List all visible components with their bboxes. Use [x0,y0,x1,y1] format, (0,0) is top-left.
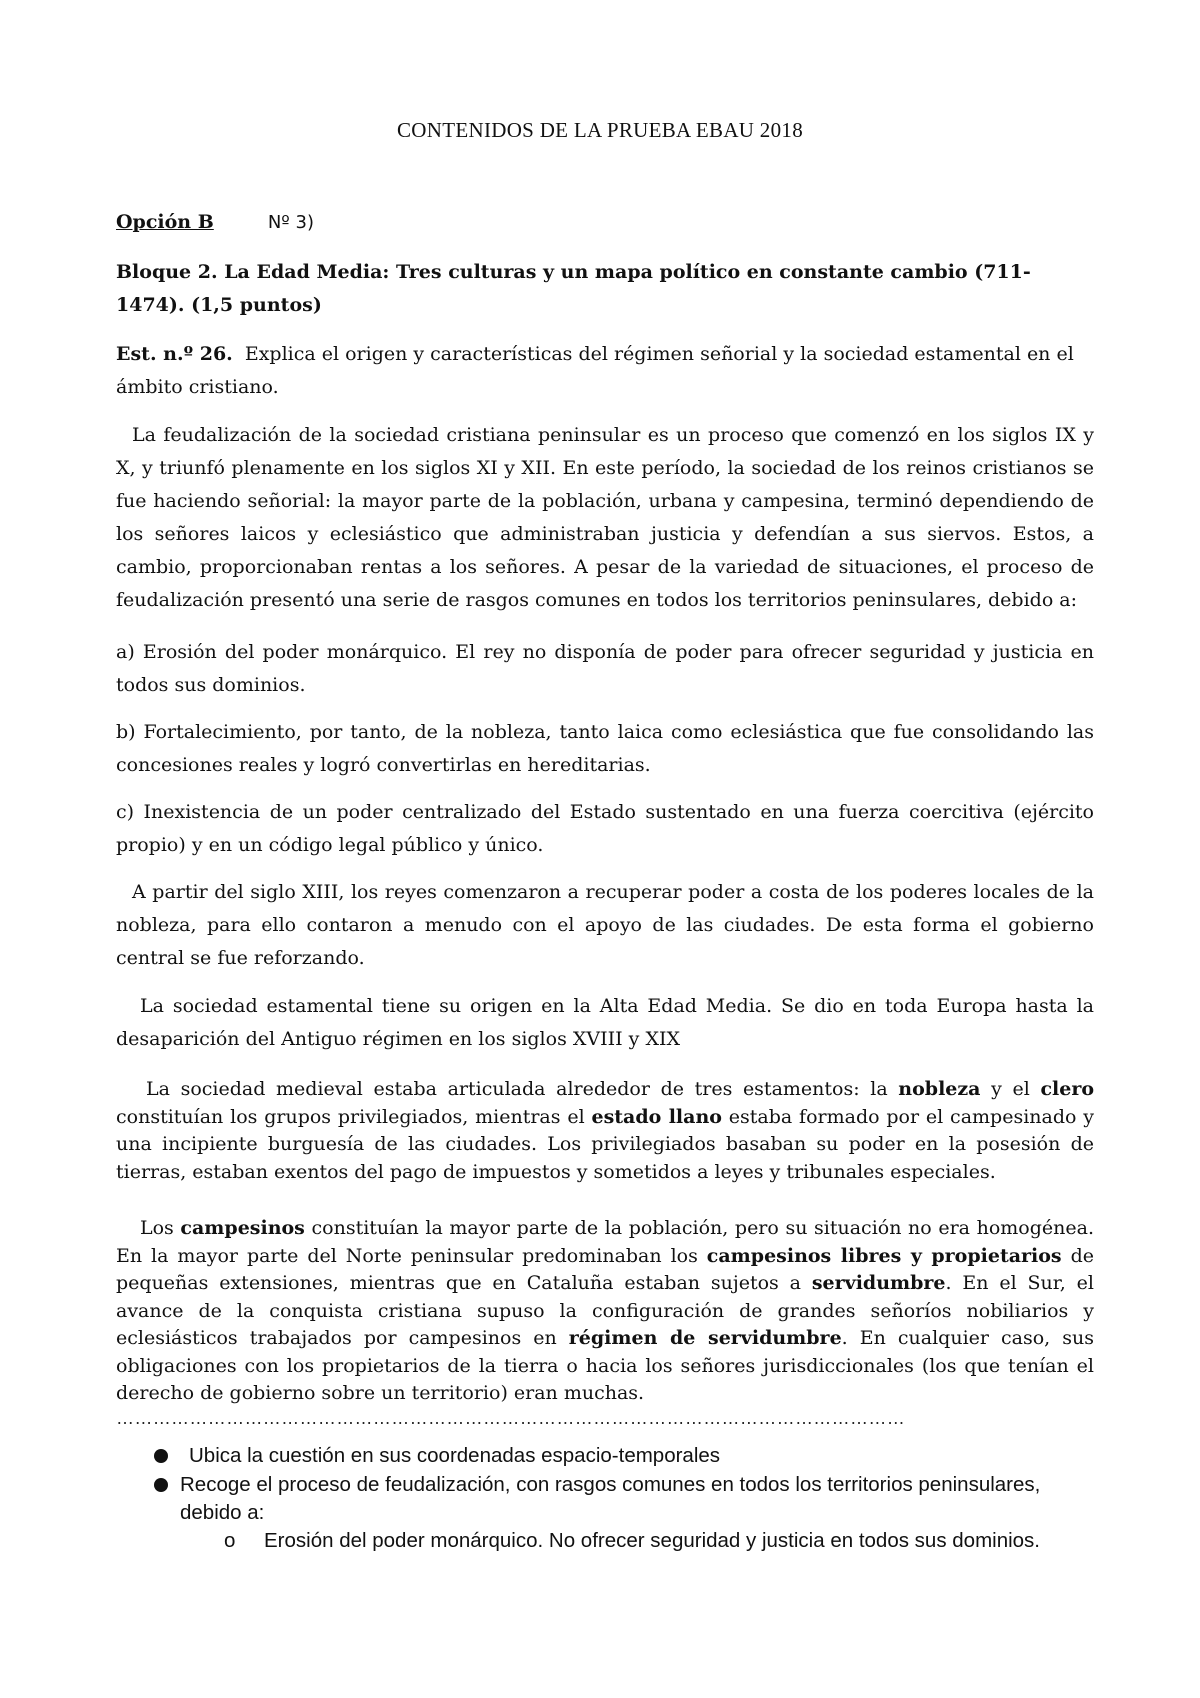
standard-statement [116,338,1088,404]
term-estado-llano: estado llano [591,1105,722,1128]
text-run: Los [140,1217,181,1239]
term-campesinos-libres: campesinos libres y propietarios [706,1244,1062,1267]
term-nobleza: nobleza [898,1078,981,1100]
summary-bullet-text: Ubica la cuestión en sus coordenadas espacio-temporales [189,1444,721,1467]
text-run: . En el Sur, el avance de la conquista cristiana supuso la configuración de grandes señoríos nobiliarios y eclesiásticos trabajados por campesinos en [116,1272,1095,1349]
paragraph-estamentos [116,1076,1094,1186]
paragraph-point-a: a) Erosión del poder monárquico. El rey no disponía de poder para ofrecer seguridad y justicia en todos sus dominios. [116,641,1094,696]
summary-bullet-text: Recoge el proceso de feudalización, con rasgos comunes en todos los territorios peninsulares, debido a: [180,1473,1041,1524]
option-line [116,211,314,233]
paragraph-point-b: b) Fortalecimiento, por tanto, de la nobleza, tanto laica como eclesiástica que fue consolidando las concesiones reales y logró convertirlas en hereditarias. [116,721,1094,776]
standard-label: Est. n.º 26. [116,343,233,365]
paragraph-feudalization: La feudalización de la sociedad cristiana peninsular es un proceso que comenzó en los siglos IX y X, y triunfó plenamente en los siglos XI y XII. En este período, la sociedad de los reinos cristianos se fue haciendo señorial: la mayor parte de la población, urbana y campesina, terminó dependiendo de los señores laicos y eclesiástico que administraban justicia y defendían a sus siervos. Estos, a cambio, proporcionaban rentas a los señores. A pesar de la variedad de situaciones, el proceso de feudalización presentó una serie de rasgos comunes en todos los territorios peninsulares, debido a: [116,424,1094,611]
text-run: y el [980,1078,1041,1100]
paragraph-campesinos [116,1215,1094,1408]
sub-bullet-marker: o [224,1529,236,1552]
standard-text: Explica el origen y características del régimen señorial y la sociedad estamental en el ámbito cristiano. [116,343,1074,398]
bullet-icon [154,1478,168,1492]
paragraph-siglo-xiii: A partir del siglo XIII, los reyes comenzaron a recuperar poder a costa de los poderes locales de la nobleza, para ello contaron a menudo con el apoyo de las ciudades. De esta forma el gobierno central se fue reforzando. [116,881,1094,969]
summary-sub-item [107,1527,1096,1555]
text-run: de pequeñas extensiones, mientras que en Cataluña estaban sujetos a [116,1244,1094,1294]
summary-bullet [116,1471,1096,1527]
option-label: Opción B [116,211,214,233]
text-run: constituían los grupos privilegiados, mientras el [116,1105,592,1128]
bullet-icon [154,1449,168,1463]
text-run: constituían la mayor parte de la población, pero su situación no era homogénea. En la mayor parte del Norte peninsular predominaban los [116,1217,1094,1267]
question-number: Nº 3) [267,212,314,233]
summary-bullet [116,1442,1096,1470]
dotted-separator: ………………………………………………………………………………………………………………… [116,1408,906,1428]
term-servidumbre: servidumbre [811,1272,946,1294]
term-clero: clero [1040,1078,1094,1100]
block-heading: Bloque 2. La Edad Media: Tres culturas y un mapa político en constante cambio (711-1474). (1,5 puntos) [116,261,1031,316]
paragraph-point-c: c) Inexistencia de un poder centralizado del Estado sustentado en una fuerza coercitiva (ejército propio) y en un código legal público y único. [116,801,1094,856]
text-run: La sociedad medieval estaba articulada alrededor de tres estamentos: la [146,1078,899,1100]
page-title: CONTENIDOS DE LA PRUEBA EBAU 2018 [397,118,803,142]
term-campesinos: campesinos [180,1217,305,1239]
term-regimen-servidumbre: régimen de servidumbre [568,1327,842,1349]
text-run: estaba formado por el campesinado y una incipiente burguesía de las ciudades. Los privilegiados basaban su poder en la posesión de tierras, estaban exentos del pago de impuestos y sometidos a leyes y tribunales especiales. [116,1105,1094,1183]
summary-list [116,1442,1096,1555]
summary-sub-text: Erosión del poder monárquico. No ofrecer seguridad y justicia en todos sus dominios. [264,1529,1040,1552]
text-run: . En cualquier caso, sus obligaciones con los propietarios de la tierra o hacia los señores jurisdiccionales (los que tenían el derecho de gobierno sobre un territorio) eran muchas. [116,1327,1094,1404]
paragraph-sociedad-estamental: La sociedad estamental tiene su origen en la Alta Edad Media. Se dio en toda Europa hasta la desaparición del Antiguo régimen en los siglos XVIII y XIX [116,995,1094,1050]
